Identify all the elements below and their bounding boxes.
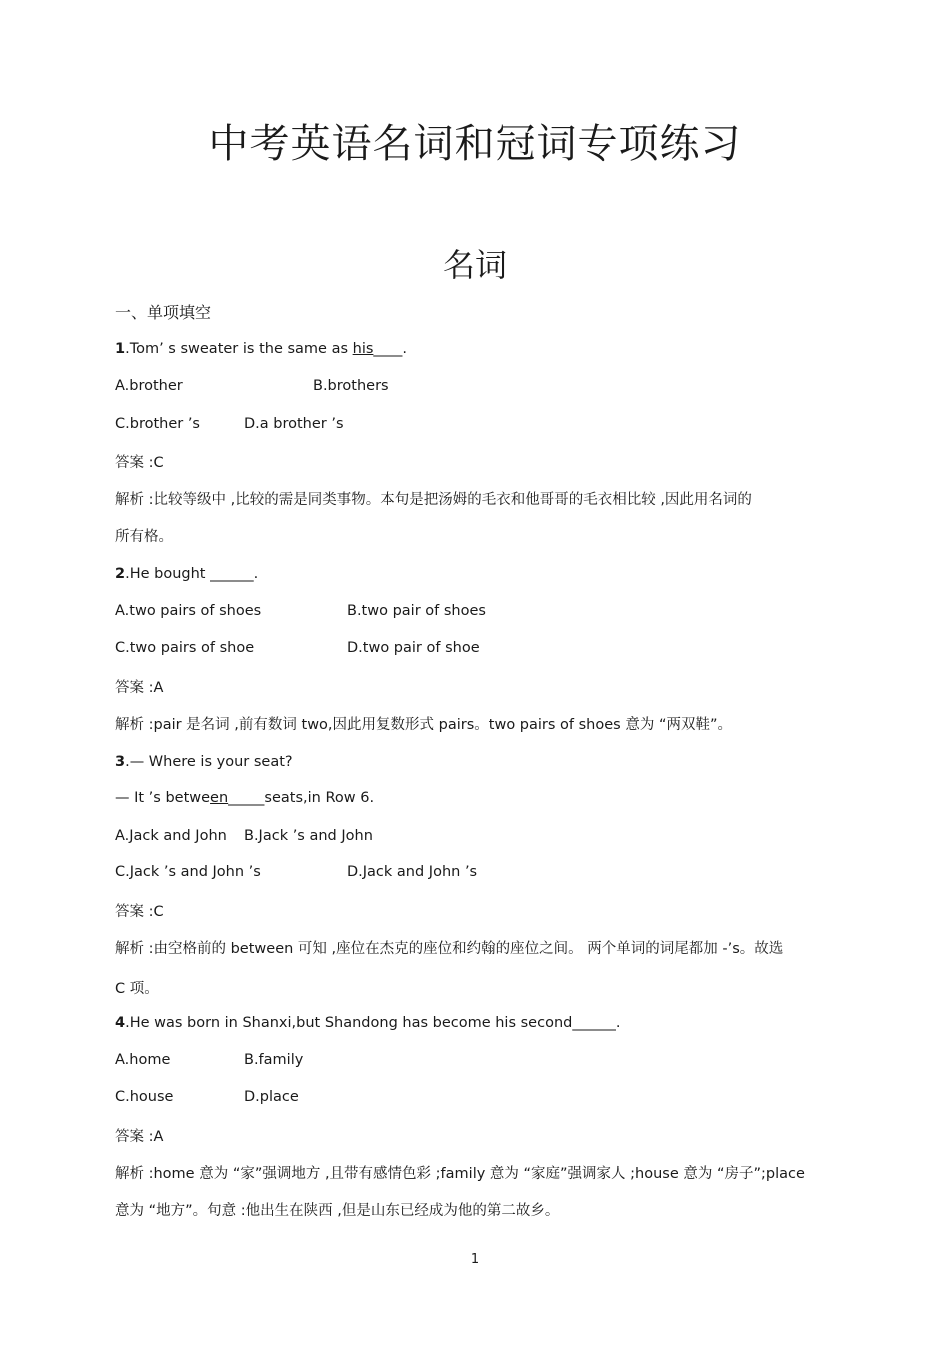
question-number: 3 bbox=[115, 754, 126, 770]
question-3-explanation-cont: C 项。 bbox=[115, 981, 159, 997]
stem-end: . bbox=[402, 341, 408, 357]
question-2-answer: 答案 :A bbox=[115, 680, 164, 696]
stem-text: .He bought ______. bbox=[125, 566, 259, 582]
blank: _____ bbox=[228, 790, 265, 806]
underlined-text: en bbox=[210, 790, 229, 806]
question-1-option-a: A.brother bbox=[115, 378, 183, 394]
question-4-option-a: A.home bbox=[115, 1052, 171, 1068]
stem-end: seats,in Row 6. bbox=[264, 790, 375, 806]
question-1-answer: 答案 :C bbox=[115, 455, 164, 471]
page-title: 中考英语名词和冠词专项练习 bbox=[208, 121, 742, 167]
question-1-explanation-cont: 所有格。 bbox=[115, 529, 173, 545]
question-2-explanation: 解析 :pair 是名词 ,前有数词 two,因此用复数形式 pairs。two pairs of shoes 意为 “两双鞋”。 bbox=[115, 717, 732, 733]
question-3-stem-line2 bbox=[115, 790, 374, 806]
section-heading: 名词 bbox=[442, 246, 507, 284]
question-2-option-a: A.two pairs of shoes bbox=[115, 603, 262, 619]
question-4-stem bbox=[115, 1015, 620, 1031]
question-1-option-c: C.brother ’s bbox=[115, 416, 200, 432]
question-3-option-a: A.Jack and John bbox=[115, 828, 227, 844]
question-4-option-c: C.house bbox=[115, 1089, 174, 1105]
blank: ____ bbox=[373, 341, 403, 357]
question-number: 2 bbox=[115, 566, 126, 582]
stem-text: .— Where is your seat? bbox=[125, 754, 293, 770]
question-2-option-d: D.two pair of shoe bbox=[347, 640, 480, 656]
question-2-stem bbox=[115, 566, 258, 582]
question-3-stem bbox=[115, 754, 293, 770]
question-3-option-d: D.Jack and John ’s bbox=[347, 864, 478, 880]
question-number: 1 bbox=[115, 341, 126, 357]
question-4-option-b: B.family bbox=[244, 1052, 304, 1068]
question-type-heading: 一、单项填空 bbox=[115, 303, 212, 322]
question-3-option-c: C.Jack ’s and John ’s bbox=[115, 864, 261, 880]
question-1-stem bbox=[115, 341, 407, 357]
question-3-answer: 答案 :C bbox=[115, 904, 164, 920]
question-2-option-c: C.two pairs of shoe bbox=[115, 640, 255, 656]
question-2-option-b: B.two pair of shoes bbox=[347, 603, 486, 619]
stem-text: .Tom’ s sweater is the same as bbox=[125, 341, 353, 357]
question-number: 4 bbox=[115, 1015, 126, 1031]
question-3-explanation: 解析 :由空格前的 between 可知 ,座位在杰克的座位和约翰的座位之间。 两个单词的词尾都加 -’s。故选 bbox=[115, 941, 784, 957]
stem-text: — It ’s betwe bbox=[115, 790, 211, 806]
stem-text: .He was born in Shanxi,but Shandong has become his second______. bbox=[125, 1015, 621, 1031]
page-number: 1 bbox=[470, 1252, 480, 1267]
question-4-option-d: D.place bbox=[244, 1089, 299, 1105]
question-4-explanation: 解析 :home 意为 “家”强调地方 ,且带有感情色彩 ;family 意为 “家庭”强调家人 ;house 意为 “房子”;place bbox=[115, 1166, 805, 1182]
question-4-explanation-cont: 意为 “地方”。句意 :他出生在陕西 ,但是山东已经成为他的第二故乡。 bbox=[115, 1203, 560, 1219]
question-1-explanation: 解析 :比较等级中 ,比较的需是同类事物。本句是把汤姆的毛衣和他哥哥的毛衣相比较 ,因此用名词的 bbox=[115, 492, 752, 508]
question-1-option-b: B.brothers bbox=[313, 378, 389, 394]
question-4-answer: 答案 :A bbox=[115, 1129, 164, 1145]
question-3-option-b: B.Jack ’s and John bbox=[244, 828, 373, 844]
underlined-word: his bbox=[352, 341, 374, 357]
question-1-option-d: D.a brother ’s bbox=[244, 416, 344, 432]
